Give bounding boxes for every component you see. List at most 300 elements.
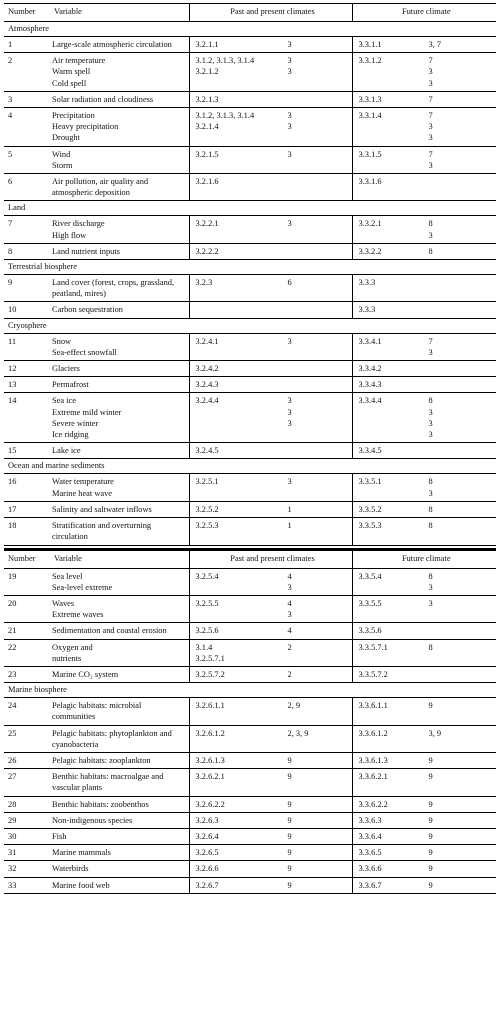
future-section-ref: 3.3.5.7.1 — [358, 642, 388, 652]
past-chapter-ref: 4 — [287, 598, 292, 608]
past-section-ref: 3.2.1.1 — [195, 40, 219, 49]
future-sections — [359, 379, 429, 390]
past-sections — [196, 625, 288, 636]
future-cell-layout — [353, 880, 497, 891]
past-section-ref: 3.2.4.3 — [195, 380, 219, 390]
future-chapters — [429, 277, 497, 288]
future-climate-cell — [352, 377, 496, 393]
past-cell-layout — [190, 728, 352, 739]
header-past: Past and present climates — [189, 550, 352, 569]
future-climate-cell — [352, 796, 496, 812]
past-cell-layout — [190, 277, 352, 288]
row-number: 6 — [4, 174, 50, 201]
header-past: Past and present climates — [189, 4, 352, 22]
past-cell-layout — [190, 94, 352, 105]
row-variable — [50, 698, 189, 725]
future-cell-layout — [353, 598, 497, 609]
future-sections — [359, 700, 429, 711]
future-climate-cell — [352, 474, 496, 501]
variable-line: Large-scale atmospheric circulation — [52, 40, 172, 49]
future-chapter-ref: 8 — [428, 642, 433, 652]
future-climate-cell — [352, 216, 496, 243]
past-cell-layout — [190, 363, 352, 374]
future-chapter-ref: 8 — [428, 246, 433, 256]
future-sections — [359, 246, 429, 257]
row-number: 32 — [4, 861, 50, 877]
past-section-ref: 3.2.4.4 — [195, 396, 219, 406]
table-row — [4, 275, 496, 302]
table-row — [4, 333, 496, 360]
future-section-ref: 3.3.6.2.1 — [358, 772, 388, 782]
variable-line: nutrients — [52, 653, 82, 663]
past-cell-layout — [190, 55, 352, 77]
variable-line: Sea-level extreme — [52, 582, 113, 592]
future-sections — [359, 642, 429, 653]
variable-line: River discharge — [52, 219, 105, 229]
past-climate-cell — [189, 595, 352, 622]
variable-line: Benthic habitats: macroalgae and vascular plants — [52, 772, 164, 793]
future-cell-layout — [353, 246, 497, 257]
past-section-ref: 3.2.1.5 — [195, 149, 219, 159]
past-section-ref: 3.2.1.6 — [195, 177, 219, 187]
past-section-ref: 3.2.6.6 — [195, 864, 219, 874]
future-climate-cell — [352, 518, 496, 545]
past-chapters — [288, 700, 352, 711]
table-body-part-2 — [4, 568, 496, 893]
future-climate-cell — [352, 393, 496, 443]
future-chapter-ref: 3 — [428, 78, 433, 88]
future-chapters — [429, 728, 497, 739]
past-section-ref: 3.2.5.7.2 — [195, 669, 225, 679]
past-climate-cell — [189, 108, 352, 147]
future-section-ref: 3.3.1.1 — [358, 40, 382, 49]
past-cell-layout — [190, 625, 352, 636]
variable-line: Land nutrient inputs — [52, 246, 120, 256]
past-chapters — [288, 55, 352, 77]
row-number: 12 — [4, 361, 50, 377]
future-section-ref: 3.3.6.4 — [358, 831, 382, 841]
variables-table-part-2 — [4, 549, 496, 894]
past-cell-layout — [190, 149, 352, 160]
row-number: 8 — [4, 243, 50, 259]
table-row — [4, 443, 496, 459]
table-row — [4, 698, 496, 725]
variable-line: Land cover (forest, crops, grassland, peatland, mires) — [52, 278, 175, 299]
past-sections — [196, 336, 288, 347]
past-section-ref: 3.2.5.7.1 — [195, 653, 225, 663]
future-chapter-ref: 3 — [428, 418, 433, 428]
row-number: 18 — [4, 518, 50, 545]
past-chapter-ref: 2, 9 — [287, 701, 301, 711]
variable-line: Air temperature — [52, 56, 106, 66]
future-cell-layout — [353, 799, 497, 810]
future-sections — [359, 149, 429, 171]
past-chapters — [288, 39, 352, 50]
past-climate-cell — [189, 53, 352, 92]
future-climate-cell — [352, 877, 496, 893]
past-chapter-ref: 3 — [287, 610, 292, 620]
variable-line: Solar radiation and cloudiness — [52, 94, 154, 104]
past-sections — [196, 445, 288, 456]
variable-line: Marine mammals — [52, 848, 111, 858]
future-sections — [359, 94, 429, 105]
table-row — [4, 845, 496, 861]
variable-line: Sedimentation and coastal erosion — [52, 626, 167, 636]
document-page — [4, 0, 496, 894]
future-climate-cell — [352, 146, 496, 173]
future-climate-cell — [352, 639, 496, 666]
past-climate-cell — [189, 725, 352, 752]
future-cell-layout — [353, 863, 497, 874]
future-section-ref: 3.3.3 — [358, 305, 376, 315]
future-climate-cell — [352, 361, 496, 377]
past-sections — [196, 771, 288, 782]
past-sections — [196, 476, 288, 487]
past-section-ref: 3.1.4 — [195, 642, 213, 652]
past-chapter-ref: 4 — [287, 571, 292, 581]
past-climate-cell — [189, 568, 352, 595]
past-cell-layout — [190, 476, 352, 487]
past-section-ref: 3.2.6.4 — [195, 831, 219, 841]
future-climate-cell — [352, 623, 496, 639]
past-cell-layout — [190, 395, 352, 429]
row-variable — [50, 108, 189, 147]
past-climate-cell — [189, 812, 352, 828]
section-row — [4, 459, 496, 474]
past-sections — [196, 504, 288, 515]
future-chapter-ref: 7 — [428, 336, 433, 346]
variable-line: Ice ridging — [52, 430, 89, 440]
past-section-ref: 3.2.5.4 — [195, 571, 219, 581]
past-chapter-ref: 9 — [287, 864, 292, 874]
future-chapter-ref: 8 — [428, 396, 433, 406]
past-chapter-ref: 6 — [287, 278, 292, 288]
past-chapter-ref: 3 — [287, 582, 292, 592]
table-row — [4, 877, 496, 893]
past-cell-layout — [190, 755, 352, 766]
section-title: Land — [4, 201, 496, 216]
header-future: Future climate — [352, 550, 496, 569]
past-climate-cell — [189, 623, 352, 639]
future-chapters — [429, 176, 497, 187]
future-climate-cell — [352, 812, 496, 828]
future-section-ref: 3.3.5.7.2 — [358, 669, 388, 679]
variable-line: Water temperature — [52, 477, 114, 487]
header-future: Future climate — [352, 4, 496, 22]
table-row — [4, 639, 496, 666]
future-sections — [359, 476, 429, 498]
variable-line: Extreme mild winter — [52, 407, 122, 417]
table-row — [4, 501, 496, 517]
past-chapters — [288, 476, 352, 487]
future-chapter-ref: 8 — [428, 477, 433, 487]
row-number: 31 — [4, 845, 50, 861]
past-cell-layout — [190, 571, 352, 593]
table-row — [4, 302, 496, 318]
future-chapter-ref: 9 — [428, 701, 433, 711]
header-variable: Variable — [50, 550, 189, 569]
future-chapters — [429, 815, 497, 826]
future-chapter-ref: 9 — [428, 755, 433, 765]
future-climate-cell — [352, 725, 496, 752]
past-chapters — [288, 395, 352, 429]
past-sections — [196, 669, 288, 680]
future-section-ref: 3.3.4.3 — [358, 380, 382, 390]
variable-line: Heavy precipitation — [52, 122, 119, 132]
future-section-ref: 3.3.1.3 — [358, 94, 382, 104]
future-chapter-ref: 3 — [428, 133, 433, 143]
future-cell-layout — [353, 336, 497, 358]
future-section-ref: 3.3.6.6 — [358, 864, 382, 874]
past-section-ref: 3.2.5.3 — [195, 521, 219, 531]
past-climate-cell — [189, 752, 352, 768]
future-chapter-ref: 3, 7 — [428, 40, 442, 49]
past-cell-layout — [190, 847, 352, 858]
table-row — [4, 812, 496, 828]
future-chapters — [429, 395, 497, 440]
future-chapters — [429, 831, 497, 842]
table-row — [4, 769, 496, 796]
future-chapter-ref: 3 — [428, 230, 433, 240]
past-chapters — [288, 94, 352, 105]
future-chapters — [429, 379, 497, 390]
variable-line: Non-indigenous species — [52, 815, 133, 825]
variable-line: Carbon sequestration — [52, 305, 123, 315]
table-row — [4, 752, 496, 768]
future-chapters — [429, 246, 497, 257]
future-cell-layout — [353, 39, 497, 50]
past-section-ref: 3.2.6.2.2 — [195, 799, 225, 809]
future-sections — [359, 847, 429, 858]
future-cell-layout — [353, 669, 497, 680]
future-chapters — [429, 520, 497, 531]
past-chapter-ref: 9 — [287, 815, 292, 825]
future-sections — [359, 815, 429, 826]
past-chapter-ref: 3 — [287, 407, 292, 417]
past-sections — [196, 728, 288, 739]
past-sections — [196, 149, 288, 160]
row-number: 21 — [4, 623, 50, 639]
past-chapters — [288, 176, 352, 187]
past-chapters — [288, 379, 352, 390]
future-section-ref: 3.3.4.1 — [358, 336, 382, 346]
past-climate-cell — [189, 443, 352, 459]
past-section-ref: 3.2.5.6 — [195, 626, 219, 636]
section-title: Atmosphere — [4, 22, 496, 37]
past-chapter-ref: 1 — [287, 504, 292, 514]
future-climate-cell — [352, 595, 496, 622]
variable-line: Sea ice — [52, 396, 76, 406]
future-section-ref: 3.3.6.3 — [358, 815, 382, 825]
past-chapters — [288, 669, 352, 680]
row-variable — [50, 812, 189, 828]
header-variable: Variable — [50, 4, 189, 22]
past-climate-cell — [189, 146, 352, 173]
past-section-ref: 3.2.6.1.1 — [195, 701, 225, 711]
past-cell-layout — [190, 336, 352, 347]
future-section-ref: 3.3.2.1 — [358, 219, 382, 229]
past-chapter-ref: 3 — [287, 122, 292, 132]
past-chapters — [288, 110, 352, 132]
future-cell-layout — [353, 363, 497, 374]
table-body-part-1 — [4, 22, 496, 546]
variable-line: Precipitation — [52, 111, 95, 121]
future-chapters — [429, 39, 497, 50]
row-number: 15 — [4, 443, 50, 459]
past-chapters — [288, 771, 352, 782]
future-chapters — [429, 669, 497, 680]
table-row — [4, 243, 496, 259]
row-variable — [50, 474, 189, 501]
row-variable — [50, 393, 189, 443]
row-variable — [50, 845, 189, 861]
table-row — [4, 37, 496, 53]
past-climate-cell — [189, 37, 352, 53]
future-sections — [359, 669, 429, 680]
past-cell-layout — [190, 176, 352, 187]
past-chapter-ref: 4 — [287, 626, 292, 636]
variable-line: Severe winter — [52, 418, 99, 428]
future-sections — [359, 39, 429, 50]
past-sections — [196, 395, 288, 429]
row-number: 22 — [4, 639, 50, 666]
future-chapter-ref: 9 — [428, 831, 433, 841]
row-number: 28 — [4, 796, 50, 812]
past-sections — [196, 642, 288, 664]
past-section-ref: 3.2.6.7 — [195, 880, 219, 890]
future-sections — [359, 504, 429, 515]
row-number: 3 — [4, 91, 50, 107]
future-sections — [359, 304, 429, 315]
row-variable — [50, 37, 189, 53]
future-section-ref: 3.3.4.4 — [358, 396, 382, 406]
future-chapter-ref: 3 — [428, 67, 433, 77]
past-chapter-ref: 3 — [287, 477, 292, 487]
row-number: 13 — [4, 377, 50, 393]
row-variable — [50, 302, 189, 318]
past-chapters — [288, 755, 352, 766]
future-climate-cell — [352, 752, 496, 768]
future-chapter-ref: 3 — [428, 582, 433, 592]
past-sections — [196, 831, 288, 842]
future-sections — [359, 176, 429, 187]
variable-line: Storm — [52, 160, 73, 170]
variable-line: Oxygen and — [52, 642, 93, 652]
future-chapter-ref: 9 — [428, 772, 433, 782]
row-variable — [50, 216, 189, 243]
future-sections — [359, 395, 429, 440]
past-section-ref: 3.2.6.3 — [195, 815, 219, 825]
future-chapters — [429, 94, 497, 105]
future-climate-cell — [352, 861, 496, 877]
past-chapter-ref: 9 — [287, 755, 292, 765]
future-section-ref: 3.3.6.5 — [358, 848, 382, 858]
past-cell-layout — [190, 246, 352, 257]
row-variable — [50, 174, 189, 201]
past-chapters — [288, 246, 352, 257]
past-chapter-ref: 9 — [287, 831, 292, 841]
row-number: 25 — [4, 725, 50, 752]
future-section-ref: 3.3.5.1 — [358, 477, 382, 487]
future-sections — [359, 336, 429, 358]
past-climate-cell — [189, 845, 352, 861]
future-sections — [359, 831, 429, 842]
row-variable — [50, 769, 189, 796]
future-section-ref: 3.3.5.2 — [358, 504, 382, 514]
future-cell-layout — [353, 625, 497, 636]
future-sections — [359, 445, 429, 456]
past-chapter-ref: 3 — [287, 40, 292, 49]
future-chapter-ref: 3 — [428, 430, 433, 440]
past-cell-layout — [190, 642, 352, 664]
future-chapter-ref: 3 — [428, 598, 433, 608]
future-chapters — [429, 880, 497, 891]
future-chapters — [429, 476, 497, 498]
future-section-ref: 3.3.1.4 — [358, 111, 382, 121]
future-chapters — [429, 218, 497, 240]
past-climate-cell — [189, 474, 352, 501]
row-number: 7 — [4, 216, 50, 243]
future-cell-layout — [353, 277, 497, 288]
future-chapter-ref: 3 — [428, 160, 433, 170]
row-number: 29 — [4, 812, 50, 828]
table-row — [4, 623, 496, 639]
past-climate-cell — [189, 377, 352, 393]
future-chapter-ref: 3 — [428, 122, 433, 132]
past-section-ref: 3.2.2.2 — [195, 246, 219, 256]
past-cell-layout — [190, 520, 352, 531]
past-chapters — [288, 799, 352, 810]
row-number: 27 — [4, 769, 50, 796]
future-cell-layout — [353, 395, 497, 440]
table-row — [4, 377, 496, 393]
variable-line: Warm spell — [52, 67, 91, 77]
future-section-ref: 3.3.3 — [358, 278, 376, 288]
future-climate-cell — [352, 174, 496, 201]
future-chapter-ref: 7 — [428, 94, 433, 104]
future-cell-layout — [353, 218, 497, 240]
future-section-ref: 3.3.4.5 — [358, 446, 382, 456]
past-section-ref: 3.2.4.1 — [195, 336, 219, 346]
past-section-ref: 3.2.1.4 — [195, 122, 219, 132]
past-climate-cell — [189, 91, 352, 107]
row-number: 14 — [4, 393, 50, 443]
row-number: 17 — [4, 501, 50, 517]
future-sections — [359, 598, 429, 609]
past-section-ref: 3.2.4.2 — [195, 364, 219, 374]
future-chapter-ref: 8 — [428, 504, 433, 514]
future-chapters — [429, 304, 497, 315]
past-chapters — [288, 363, 352, 374]
future-cell-layout — [353, 176, 497, 187]
past-cell-layout — [190, 863, 352, 874]
past-cell-layout — [190, 669, 352, 680]
table-row — [4, 518, 496, 545]
past-sections — [196, 94, 288, 105]
future-section-ref: 3.3.1.5 — [358, 149, 382, 159]
row-variable — [50, 595, 189, 622]
section-title: Ocean and marine sediments — [4, 459, 496, 474]
future-section-ref: 3.3.5.5 — [358, 598, 382, 608]
past-chapters — [288, 571, 352, 593]
future-section-ref: 3.3.6.7 — [358, 880, 382, 890]
past-chapter-ref: 3 — [287, 111, 292, 121]
past-sections — [196, 799, 288, 810]
variable-line: Glaciers — [52, 364, 80, 374]
variable-line: Cold spell — [52, 78, 87, 88]
past-sections — [196, 520, 288, 531]
past-chapters — [288, 847, 352, 858]
